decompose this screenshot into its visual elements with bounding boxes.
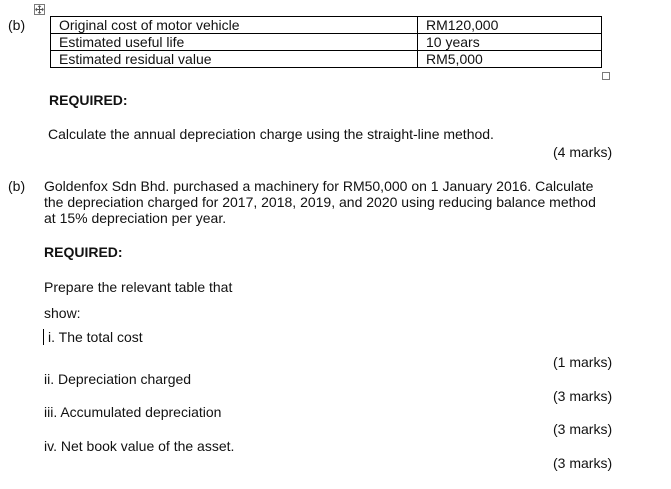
required-heading-1: REQUIRED: <box>49 92 128 108</box>
table-cell-item[interactable]: Estimated useful life <box>51 34 418 51</box>
instruction-line-2: show: <box>44 305 81 321</box>
instruction-line-1: Prepare the relevant table that <box>44 279 233 295</box>
table-resize-handle[interactable] <box>602 72 610 80</box>
item-depreciation-charged: ii. Depreciation charged <box>44 371 192 387</box>
table-cell-value[interactable]: 10 years <box>418 34 602 51</box>
item-accumulated-depreciation: iii. Accumulated depreciation <box>44 404 222 420</box>
part-b1-label: (b) <box>8 17 26 33</box>
text-cursor <box>43 329 44 345</box>
item-total-cost: i. The total cost <box>48 329 143 345</box>
item-total-cost-marks: (1 marks) <box>553 354 613 370</box>
table-cell-value[interactable]: RM120,000 <box>418 17 602 34</box>
required-heading-2: REQUIRED: <box>44 244 123 260</box>
table-cell-value[interactable]: RM5,000 <box>418 51 602 68</box>
table-row <box>51 34 602 51</box>
table-row <box>51 51 602 68</box>
question-2-line-1: Goldenfox Sdn Bhd. purchased a machinery for RM50,000 on 1 January 2016. Calculate <box>44 178 594 194</box>
asset-info-table <box>50 16 602 68</box>
question-2-line-3: at 15% depreciation per year. <box>44 210 227 226</box>
item-depreciation-charged-marks: (3 marks) <box>553 388 613 404</box>
table-move-handle-icon[interactable] <box>34 4 45 15</box>
question-2-line-2: the depreciation charged for 2017, 2018, 2019, and 2020 using reducing balance method <box>44 194 596 210</box>
table-row <box>51 17 602 34</box>
table-cell-item[interactable]: Estimated residual value <box>51 51 418 68</box>
item-net-book-value: iv. Net book value of the asset. <box>44 438 235 454</box>
item-accumulated-depreciation-marks: (3 marks) <box>553 421 613 437</box>
question-1-text: Calculate the annual depreciation charge using the straight-line method. <box>48 126 494 142</box>
table-cell-item[interactable]: Original cost of motor vehicle <box>51 17 418 34</box>
question-1-marks: (4 marks) <box>553 144 613 160</box>
part-b2-label: (b) <box>8 178 26 194</box>
item-net-book-value-marks: (3 marks) <box>553 455 613 471</box>
